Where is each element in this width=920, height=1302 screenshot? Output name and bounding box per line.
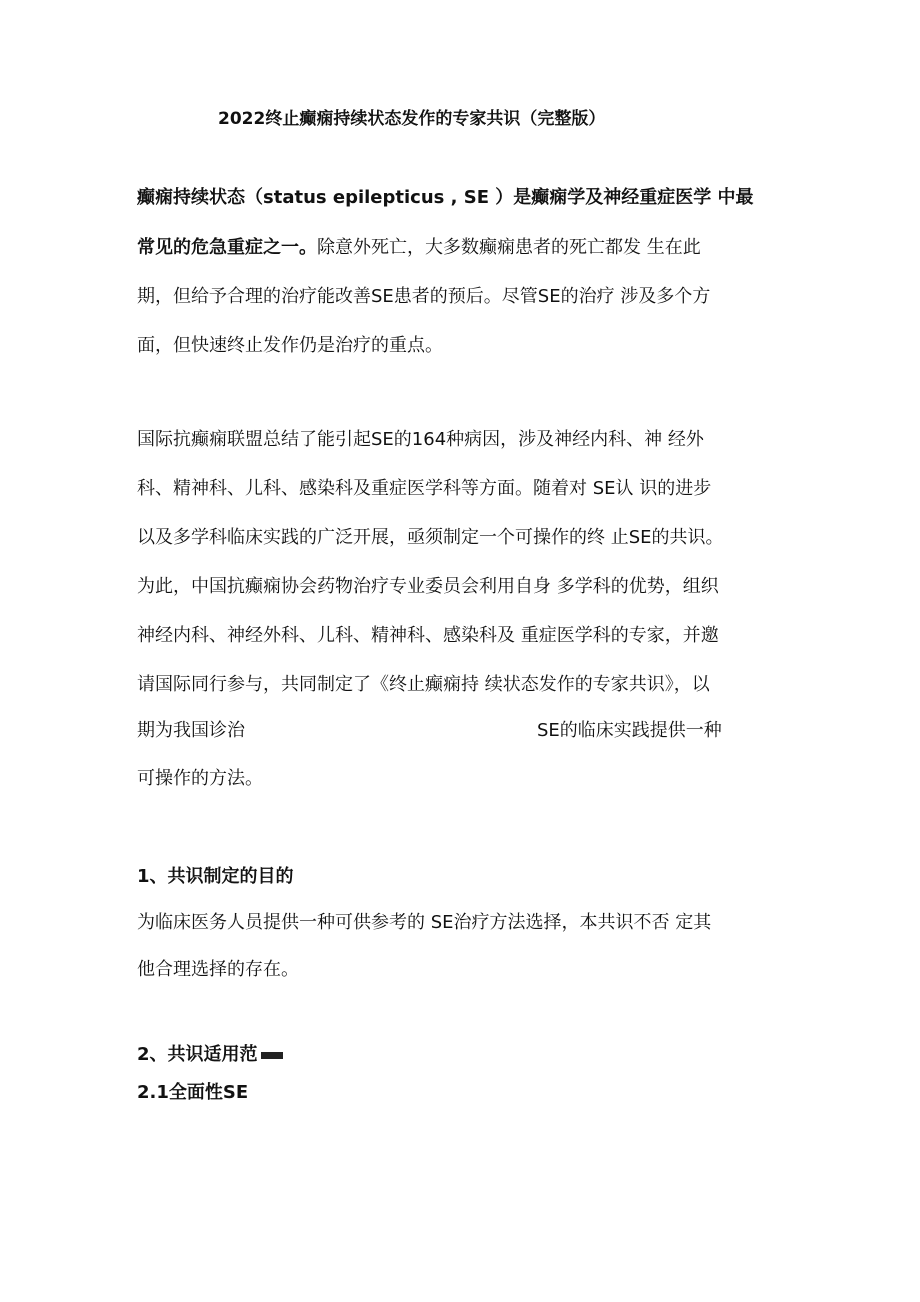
para2-line-7 [137,719,722,743]
section1-line-1: 为临床医务人员提供一种可供参考的 SE治疗方法选择，本共识不否 定其 [137,912,712,933]
section2-subheading: 2.1全面性SE [137,1082,249,1103]
para2-line-6: 请国际同行参与，共同制定了《终止癫痫持 续状态发作的专家共识》，以 [137,674,710,695]
para2-line-2: 科、精神科、儿科、感染科及重症医学科等方面。随着对 SE认 识的进步 [137,478,712,499]
section1-line-2: 他合理选择的存在。 [137,959,299,980]
intro-line-4: 面，但快速终止发作仍是治疗的重点。 [137,335,443,356]
garbled-glyph-icon [261,1052,283,1059]
intro-line-2 [137,236,701,260]
para2-line-1: 国际抗癫痫联盟总结了能引起SE的164种病因，涉及神经内科、神 经外 [137,429,704,450]
intro-line-3: 期，但给予合理的治疗能改善SE患者的预后。尽管SE的治疗 涉及多个方 [137,286,711,307]
section2-heading-text: 2、共识适用范 [137,1044,258,1065]
para2-line-8: 可操作的方法。 [137,768,263,789]
section1-heading: 1、共识制定的目的 [137,866,294,887]
para2-line-4: 为此，中国抗癫痫协会药物治疗专业委员会利用自身 多学科的优势，组织 [137,576,719,597]
intro-line-1 [137,186,754,210]
para2-line-3: 以及多学科临床实践的广泛开展，亟须制定一个可操作的终 止SE的共识。 [137,527,724,548]
para2-line-7b: SE的临床实践提供一种 [537,720,722,741]
section2-heading [137,1043,283,1067]
intro-line-1-text: 癫痫持续状态（status epilepticus , SE ）是癫痫学及神经重症医学 中最 [137,187,754,208]
para2-line-7a: 期为我国诊治 [137,720,245,741]
para2-line-5: 神经内科、神经外科、儿科、精神科、感染科及 重症医学科的专家，并邀 [137,625,719,646]
intro-line-2-bold: 常见的危急重症之一。 [137,237,317,258]
intro-line-2-rest: 除意外死亡，大多数癫痫患者的死亡都发 生在此 [317,237,701,258]
document-title: 2022终止癫痫持续状态发作的专家共识（完整版） [218,109,606,129]
